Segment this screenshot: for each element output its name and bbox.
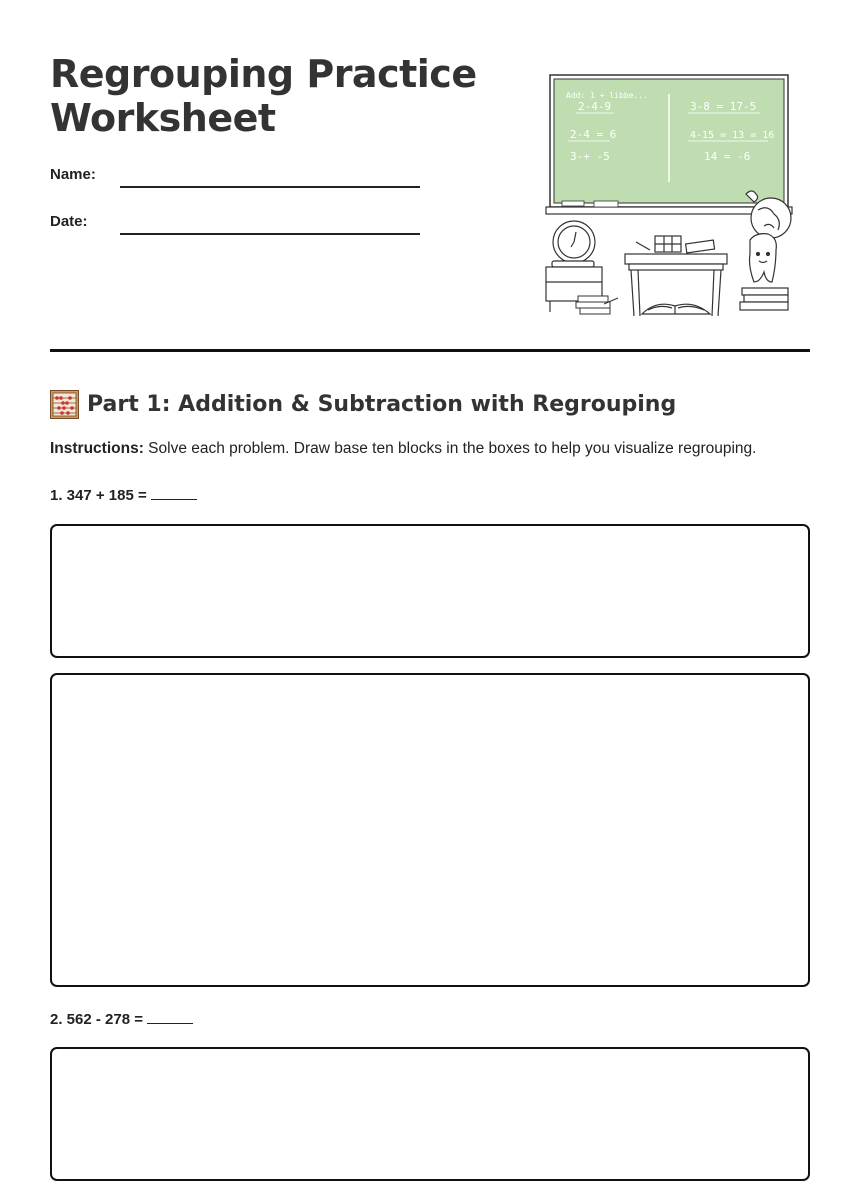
- date-field[interactable]: [50, 213, 422, 237]
- problem-2: [50, 1011, 193, 1028]
- book-stack-icon: [576, 296, 618, 314]
- header-divider: [50, 349, 810, 352]
- instructions-text: Solve each problem. Draw base ten blocks in the boxes to help you visualize regrouping.: [143, 440, 757, 457]
- board-left-line: 3-+ -5: [570, 150, 610, 163]
- name-field[interactable]: [50, 166, 422, 190]
- answer-blank[interactable]: [147, 1011, 193, 1024]
- open-book-icon: [642, 304, 710, 314]
- board-left-line: 2-4 = 6: [570, 128, 617, 141]
- board-right-line: 14 = -6: [704, 150, 751, 163]
- classroom-illustration: [538, 68, 800, 322]
- desk-icon: [625, 236, 727, 316]
- date-line[interactable]: [120, 233, 420, 235]
- part1-heading-text: Part 1: Addition & Subtraction with Regrouping: [87, 391, 677, 417]
- instructions: [50, 440, 830, 458]
- problem-2-text: 2. 562 - 278 =: [50, 1011, 148, 1028]
- problem-1-text: 1. 347 + 185 =: [50, 487, 151, 504]
- abacus-icon: [50, 390, 79, 419]
- part1-heading: [50, 388, 676, 420]
- answer-box[interactable]: [50, 524, 810, 658]
- board-left-line: 2-4-9: [578, 100, 612, 113]
- name-label: Name:: [50, 166, 96, 183]
- worksheet-title: Regrouping Practice Worksheet: [50, 52, 477, 140]
- instructions-label: Instructions:: [50, 440, 144, 457]
- board-left-line: Add: 1 + libbe...: [566, 91, 648, 100]
- board-right-line: 4-15 = 13 = 16: [690, 130, 775, 141]
- answer-blank[interactable]: [151, 487, 197, 500]
- problem-1: [50, 487, 197, 504]
- date-label: Date:: [50, 213, 88, 230]
- base-ten-blocks-box[interactable]: [50, 673, 810, 987]
- board-right-line: 3-8 = 17-5: [690, 100, 757, 113]
- name-line[interactable]: [120, 186, 420, 188]
